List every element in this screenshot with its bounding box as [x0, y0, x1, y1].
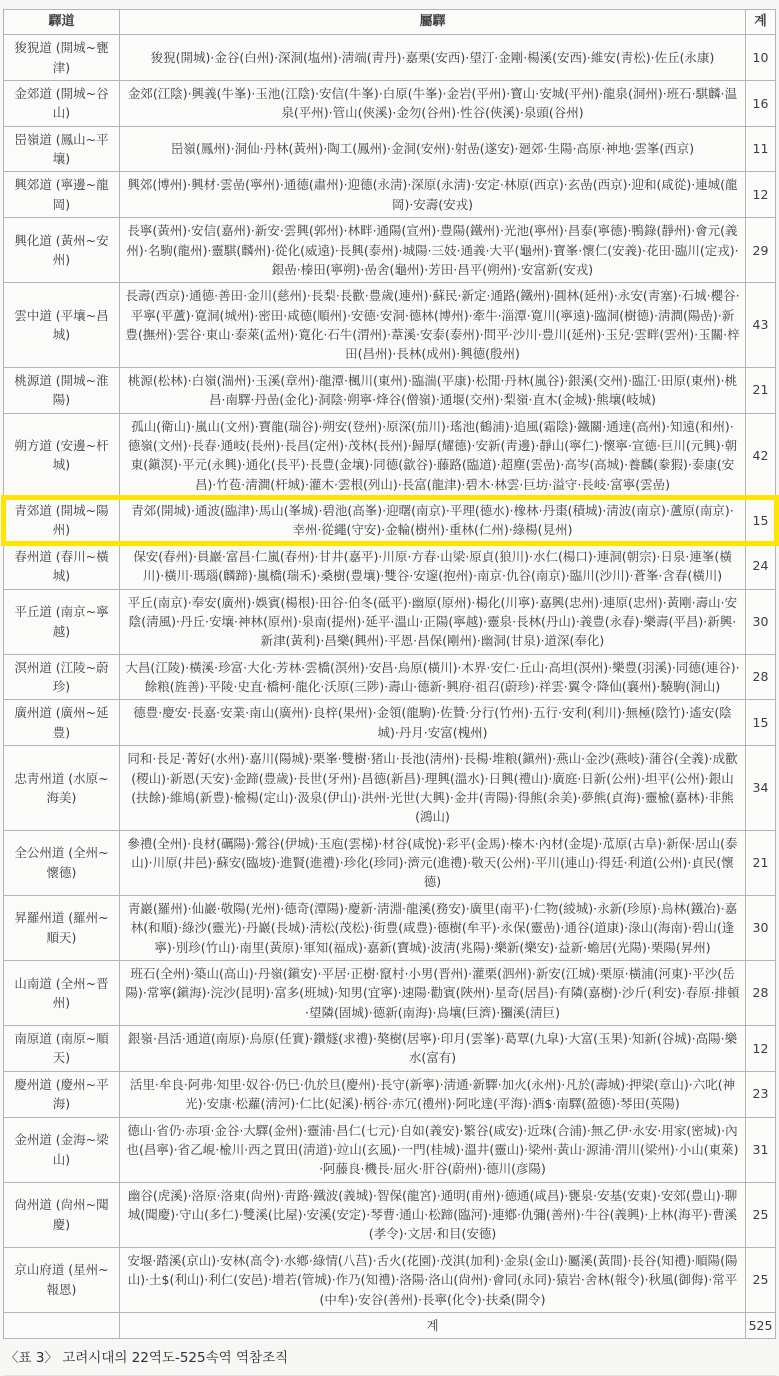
cell-stations: 安堰·踏溪(京山)·安林(高令)·水鄕·綠情(八莒)·舌火(花園)·茂淇(加利)·金泉(金山)·屬溪(黃間)·長谷(知禮)·順陽(陽山)·土$(利山)·利仁(安邑)·增若(管城)·作乃(知禮)·洛陽·洛山(尙州)·會同(永同)·猿岩·舍林(報令)·秋風(御侮)·常平(中牟)·安谷(善州)·長寧(化令)·扶桑(開令)	[120, 1247, 746, 1312]
cell-road: 桃源道 (開城~淮陽)	[4, 367, 120, 413]
cell-road: 昇羅州道 (羅州~順天)	[4, 895, 120, 960]
cell-stations: 大昌(江陵)·橫溪·珍富·大化·芳林·雲橋(溟州)·安昌·烏原(橫川)·木界·安仁·丘山·高坦(溟州)·樂豊(羽溪)·同德(連谷)·餘粮(旌善)·平陵·史直·橋柯·龍化·沃原(三陟)·壽山·德新·興府·祖召(蔚珍)·祥雲·翼令·降仙(襄州)·驍駒(洞山)	[120, 654, 746, 700]
table-row	[4, 654, 776, 700]
table-row	[4, 80, 776, 126]
cell-road: 廣州道 (廣州~延豊)	[4, 700, 120, 746]
cell-road: 全公州道 (全州~懷德)	[4, 830, 120, 895]
cell-total: 28	[746, 654, 776, 700]
cell-road: 金州道 (金海~梁山)	[4, 1117, 120, 1182]
cell-road: 溟州道 (江陵~蔚珍)	[4, 654, 120, 700]
table-row	[4, 1071, 776, 1117]
post-station-table	[3, 9, 776, 1339]
table-row	[4, 960, 776, 1025]
cell-stations: 狻猊(開城)·金谷(白州)·深洞(塩州)·淸端(靑丹)·嘉栗(安西)·望汀·金剛·楊溪(安西)·維安(靑松)·佐丘(永康)	[120, 35, 746, 81]
cell-road: 南原道 (南原~順天)	[4, 1026, 120, 1072]
cell-stations: 靑巖(羅州)·仙巖·敬陽(光州)·德奇(潭陽)·慶新·淸淵·龍溪(務安)·廣里(南平)·仁物(綾城)·永新(珍原)·烏林(鐵冶)·嘉林(和順)·綠沙(靈光)·丹巖(長城)·淸松(茂松)·街豊(咸豊)·德樹(牟平)·永保(靈嵒)·通谷(道康)·淥山(海南)·碧山(逢寧)·別珍(竹山)·南里(黃原)·軍知(福成)·嘉新(寶城)·波淸(兆陽)·樂新(樂安)·益新·蟾居(光陽)·栗陽(昇州)	[120, 895, 746, 960]
cell-stations: 興郊(博州)·興材·雲嵒(寧州)·通德(肅州)·迎德(永淸)·深原(永淸)·安定·林原(西京)·玄嵒(西京)·迎和(咸從)·連城(龍岡)·安壽(安戎)	[120, 172, 746, 218]
cell-stations: 平丘(南京)·奉安(廣州)·娛賓(楊根)·田谷·伯冬(砥平)·幽原(原州)·楊化(川寧)·嘉興(忠州)·連原(忠州)·黃剛·壽山·安陰(淸風)·丹丘·安壤·神林(原州)·泉南(提州)·延平·溫山·正陽(寧越)·靈泉·長林(丹山)·義豊(永春)·樂壽(平昌)·新興·新津(黃利)·昌樂(興州)·平恩·昌保(剛州)·幽洞(甘泉)·道深(奉化)	[120, 589, 746, 654]
cell-total: 21	[746, 830, 776, 895]
cell-total: 24	[746, 543, 776, 589]
cell-stations: 同和·長足·菁好(水州)·嘉川(陽城)·栗峯·雙樹·猪山·長池(淸州)·長楊·堆粮(鎭州)·燕山·金沙(燕岐)·蒲谷(全義)·成歡(稷山)·新恩(天安)·金蹄(豊歲)·長世(牙州)·昌德(新昌)·理興(溫水)·日興(禮山)·廣庭·日新(公州)·坦平(公州)·銀山(扶餘)·維鳩(新豊)·楡楊(定山)·汲泉(伊山)·洪州·光世(大興)·金井(靑陽)·得熊(余美)·夢熊(貞海)·靈楡(嘉林)·非熊(鴻山)	[120, 746, 746, 831]
cell-stations: 活里·牟良·阿弗·知里·奴谷·仍巳·仇於旦(慶州)·長守(新寧)·淸通·新驛·加火(永州)·凡於(壽城)·押梁(章山)·六叱(神光)·安康·松蘿(淸河)·仁比(妃溪)·柄谷·赤冗(禮州)·阿叱達(平海)·酒$·南驛(盈德)·琴田(英陽)	[120, 1071, 746, 1117]
table-row	[4, 700, 776, 746]
cell-road: 朔方道 (安邊~杆城)	[4, 413, 120, 498]
cell-total: 16	[746, 80, 776, 126]
cell-stations: 德山·省仍·赤項·金谷·大驛(金州)·靈浦·昌仁(七元)·自如(義安)·繁谷(咸安)·近珠(合浦)·無乙伊·永安·用家(密城)·內也(昌寧)·省乙峴·楡川·西之買田(淸道)·竝山(玄風)·一門(桂城)·溫井(靈山)·梁州·黃山·源浦·渭川(梁州)·小山(東萊)·阿藤良·機長·屈火·肝谷(蔚州)·德川(彦陽)	[120, 1117, 746, 1182]
cell-stations: 岊嶺(鳳州)·洞仙·丹林(黃州)·陶工(鳳州)·金洞(安州)·射嵒(遂安)·廻郊·生陽·高原·神地·雲峯(西京)	[120, 126, 746, 172]
col-header-stations: 屬驛	[120, 10, 746, 35]
cell-stations: 德豊·慶安·長嘉·安業·南山(廣州)·良梓(果州)·金領(龍駒)·佐贊·分行(竹州)·五行·安利(利川)·無極(陰竹)·遙安(陰城)·丹月·安富(槐州)	[120, 700, 746, 746]
table-row	[4, 830, 776, 895]
table-row	[4, 746, 776, 831]
table-row	[4, 1026, 776, 1072]
cell-total: 34	[746, 746, 776, 831]
cell-total: 10	[746, 35, 776, 81]
table-row	[4, 283, 776, 368]
cell-total: 30	[746, 895, 776, 960]
cell-stations: 參禮(全州)·良材(礪陽)·鶯谷(伊城)·玉庖(雲梯)·材谷(咸悅)·彩平(金馬)·榛木·內材(金堤)·苽原(古阜)·新保·居山(泰山)·川原(井邑)·蘇安(臨坡)·進賢(進禮)·珍化(珍同)·濟元(進禮)·敬天(公州)·平川(連山)·得廷·利道(公州)·貞民(懷德)	[120, 830, 746, 895]
cell-road: 青郊道 (開城~陽州)	[4, 498, 120, 544]
cell-grand-total: 525	[746, 1312, 776, 1338]
cell-road: 山南道 (全州~晋州)	[4, 960, 120, 1025]
cell-total: 43	[746, 283, 776, 368]
cell-total: 30	[746, 589, 776, 654]
table-row	[4, 589, 776, 654]
cell-road: 平丘道 (南京~寧越)	[4, 589, 120, 654]
table-row	[4, 1182, 776, 1247]
cell-stations: 金郊(江陰)·興義(牛峯)·玉池(江陰)·安信(牛峯)·白原(牛峯)·金岩(平州)·寶山·安城(平州)·龍泉(洞州)·班石·騏麟·温泉(平州)·管山(俠溪)·金勿(谷州)·性谷(俠溪)·泉頭(谷州)	[120, 80, 746, 126]
cell-stations: 孤山(衛山)·嵐山(文州)·寶龍(瑞谷)·朔安(登州)·原深(茄川)·瑤池(鶴浦)·追風(霜陰)·鐵關·通達(高州)·知遠(和州)·德嶺(文州)·長春·通岐(長州)·長昌(定州)·茂林(長州)·歸厚(耀德)·安新(靑邊)·靜山(寧仁)·懷寧·宣德·巨川(元興)·朝東(鎭溟)·平元(永興)·通化(長平)·長豊(金壤)·同德(歙谷)·藤路(臨道)·超塵(雲嵒)·高岑(高城)·養麟(豢猳)·泰康(安昌)·竹苞·淸澗(杆城)·灌木·雲根(列山)·長富(龍津)·碧木·林雲·巨坊·溢守·長岐·富寧(雲嵒)	[120, 413, 746, 498]
col-header-road: 驛道	[4, 10, 120, 35]
cell-total: 15	[746, 498, 776, 544]
cell-road: 興化道 (黃州~安州)	[4, 218, 120, 283]
cell-stations: 保安(春州)·員巖·富昌·仁嵐(春州)·甘井(嘉平)·川原·方春·山梁·原貞(狼川)·水仁(楊口)·連洞(朝宗)·日泉·連峯(橫川)·橫川·瑪瑙(麟蹄)·嵐橋(瑞禾)·桑樹(豊壤)·雙谷·安邃(抱州)·南京·仇谷(南京)·臨川(沙川)·蒼峯·含春(橫川)	[120, 543, 746, 589]
table-row	[4, 413, 776, 498]
cell-road: 興郊道 (寧邊~龍岡)	[4, 172, 120, 218]
table-row	[4, 172, 776, 218]
cell-total: 28	[746, 960, 776, 1025]
cell-road-empty	[4, 1312, 120, 1338]
cell-road: 岊嶺道 (鳳山~平壤)	[4, 126, 120, 172]
cell-road: 金郊道 (開城~谷山)	[4, 80, 120, 126]
cell-total: 25	[746, 1247, 776, 1312]
table-row	[4, 543, 776, 589]
table-row	[4, 35, 776, 81]
cell-stations: 銀嶺·昌活·通道(南原)·烏原(任實)·鑽燧(求禮)·獒樹(居寧)·印月(雲峯)·葛覃(九皐)·大富(玉果)·知新(谷城)·高陽·樂水(富有)	[120, 1026, 746, 1072]
table-row	[4, 1117, 776, 1182]
cell-stations: 長寧(黃州)·安信(嘉州)·新安·雲興(郭州)·林畔·通陽(宣州)·豊陽(鐵州)·光池(寧州)·昌泰(寧德)·鴨錄(靜州)·會元(義州)·名駒(龍州)·靈騏(麟州)·從化(威遠)·長興(泰州)·城陽·三妓·通義·大平(龜州)·寶峯·懷仁(安義)·花田·臨川(定戎)·銀嵒·榛田(寧朔)·嵒舍(龜州)·芳田·昌平(朔州)·安富新(安戎)	[120, 218, 746, 283]
table-row	[4, 218, 776, 283]
cell-road: 忠靑州道 (水原~海美)	[4, 746, 120, 831]
table-row	[4, 1247, 776, 1312]
cell-total: 15	[746, 700, 776, 746]
cell-road: 狻猊道 (開城~甕津)	[4, 35, 120, 81]
table-caption: 〈표 3〉 고려시대의 22역도-525속역 역참조직	[3, 1339, 776, 1376]
col-header-total: 계	[746, 10, 776, 35]
table-row	[4, 126, 776, 172]
cell-total: 21	[746, 367, 776, 413]
cell-total: 25	[746, 1182, 776, 1247]
table-row-highlighted	[4, 498, 776, 544]
table-row	[4, 367, 776, 413]
cell-total: 12	[746, 172, 776, 218]
cell-total: 31	[746, 1117, 776, 1182]
cell-road: 雲中道 (平壤~昌城)	[4, 283, 120, 368]
table-row	[4, 895, 776, 960]
cell-road: 慶州道 (慶州~平海)	[4, 1071, 120, 1117]
cell-stations: 青郊(開城)·通波(臨津)·馬山(峯城)·碧池(高峯)·迎曙(南京)·平理(德水)·橡林·丹棗(積城)·淸波(南京)·蘆原(南京)·幸州·從繩(守安)·金輪(樹州)·重林(仁州)·綠楊(見州)	[120, 498, 746, 544]
cell-total: 42	[746, 413, 776, 498]
cell-stations: 桃源(松林)·白嶺(湍州)·玉溪(章州)·龍潭·楓川(東州)·臨湍(平康)·松閒·丹林(嵐谷)·銀溪(交州)·臨江·田原(東州)·桃昌·南驛·丹嵒(金化)·洞陰·朔寧·烽谷(僧嶺)·通堰(交州)·梨嶺·直木(金城)·熊壤(岐城)	[120, 367, 746, 413]
cell-road: 尙州道 (尙州~聞慶)	[4, 1182, 120, 1247]
cell-total: 29	[746, 218, 776, 283]
cell-total: 12	[746, 1026, 776, 1072]
cell-stations: 長壽(西京)·通德·善田·金川(慈州)·長梨·長歡·豊歲(連州)·蘇民·新定·通路(鐵州)·圓林(延州)·永安(靑塞)·石城·櫻谷·平寧(平蘆)·寛洞(城州)·密田·咸德(順州)·安德·安洞·德林(博州)·牽牛·淄潭·寛川(寧遠)·臨洞(樹德)·淸澗(陽嵒)·新豊(撫州)·雲谷·東山·泰萊(孟州)·寛化·石牛(渭州)·葦溪·安泰(泰州)·問平·沙川·豊川(延州)·玉兒·雲畔(雲州)·玉關·梓田(昌州)·長林(成州)·興德(殷州)	[120, 283, 746, 368]
cell-total-label: 계	[120, 1312, 746, 1338]
total-row	[4, 1312, 776, 1338]
cell-stations: 幽谷(虎溪)·洛原·洛東(尙州)·靑路·鐵波(義城)·智保(龍宮)·通明(甫州)·德通(咸昌)·甕泉·安基(安東)·安郊(豊山)·聊城(聞慶)·守山(多仁)·雙溪(比屋)·安溪(安定)·琴曹·通山·松蹄(臨河)·連鄕·仇彌(善州)·牛谷(義興)·上林(海平)·曹溪(孝令)·文居·和目(安德)	[120, 1182, 746, 1247]
cell-total: 11	[746, 126, 776, 172]
cell-stations: 班石(全州)·築山(高山)·丹嶺(鎭安)·平居·正樹·竄村·小男(晋州)·灌栗(泗州)·新安(江城)·栗原·橫浦(河東)·平沙(岳陽)·常寧(鎭海)·浣沙(昆明)·富多(班城)·知男(宜寧)·速陽·勸賓(陜州)·星奇(居昌)·有隣(嘉樹)·沙斤(利安)·春原·排頓·望隣(固城)·德新(南海)·烏壤(巨濟)·獼溪(淸巨)	[120, 960, 746, 1025]
header-row	[4, 10, 776, 35]
cell-road: 京山府道 (星州~報恩)	[4, 1247, 120, 1312]
cell-total: 23	[746, 1071, 776, 1117]
cell-road: 春州道 (春川~橫城)	[4, 543, 120, 589]
